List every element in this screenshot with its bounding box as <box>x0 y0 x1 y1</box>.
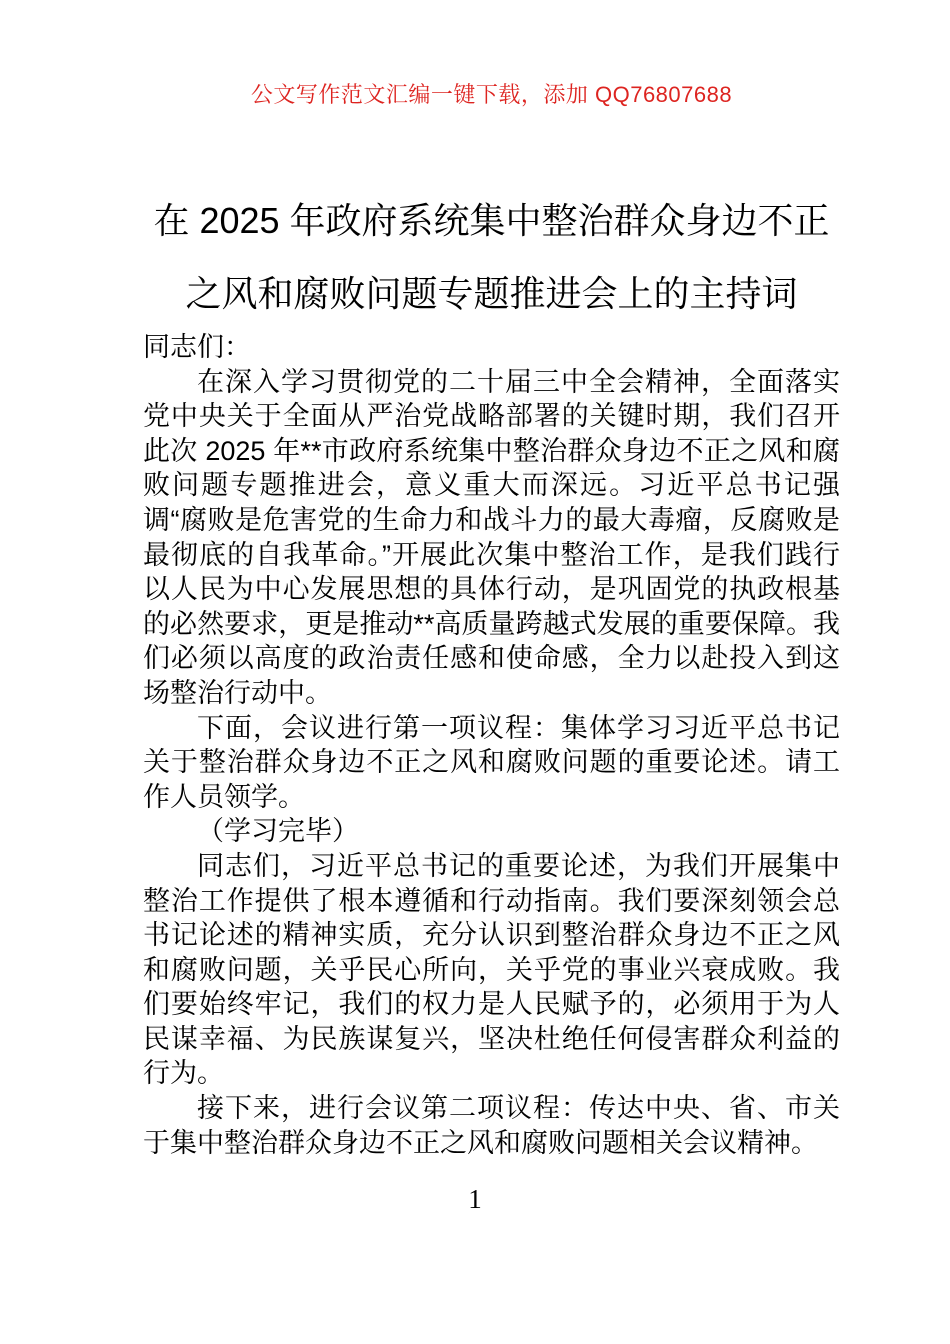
page-number: 1 <box>468 1184 482 1214</box>
paragraph-study-complete-note: （学习完毕） <box>197 816 359 847</box>
paragraph-agenda-item-1: 下面，会议进行第一项议程：集体学习习近平总书记关于整治群众身边不正之风和腐败问题的重要论述。请工作人员领学。 <box>143 712 840 812</box>
document-title <box>143 184 840 330</box>
paragraph-study-summary: 同志们，习近平总书记的重要论述，为我们开展集中整治工作提供了根本遵循和行动指南。我们要深刻领会总书记论述的精神实质，充分认识到整治群众身边不正之风和腐败问题，关乎民心所向，关乎党的事业兴衰成败。我们要始终牢记，我们的权力是人民赋予的，必须用于为人民谋幸福、为民族谋复兴，坚决杜绝任何侵害群众利益的行为。 <box>143 850 840 1089</box>
document-title-line-2: 之风和腐败问题专题推进会上的主持词 <box>185 273 798 315</box>
promo-banner: 公文写作范文汇编一键下载，添加 QQ76807688 <box>250 82 733 107</box>
paragraph-salutation: 同志们： <box>143 332 251 362</box>
document-title-line-1: 在 2025 年政府系统集中整治群众身边不正 <box>153 200 830 242</box>
paragraph-opening-remarks: 在深入学习贯彻党的二十届三中全会精神，全面落实党中央关于全面从严治党战略部署的关键时期，我们召开此次 2025 年**市政府系统集中整治群众身边不正之风和腐败问题专题推进会，意义重大而深远。习近平总书记强调“腐败是危害党的生命力和战斗力的最大毒瘤，反腐败是最彻底的自我革命。”开展此次集中整治工作，是我们践行以人民为中心发展思想的具体行动，是巩固党的执政根基的必然要求，更是推动**高质量跨越式发展的重要保障。我们必须以高度的政治责任感和使命感，全力以赴投入到这场整治行动中。 <box>143 366 840 708</box>
document-body <box>143 330 840 1160</box>
paragraph-agenda-item-2: 接下来，进行会议第二项议程：传达中央、省、市关于集中整治群众身边不正之风和腐败问题相关会议精神。 <box>143 1093 840 1158</box>
